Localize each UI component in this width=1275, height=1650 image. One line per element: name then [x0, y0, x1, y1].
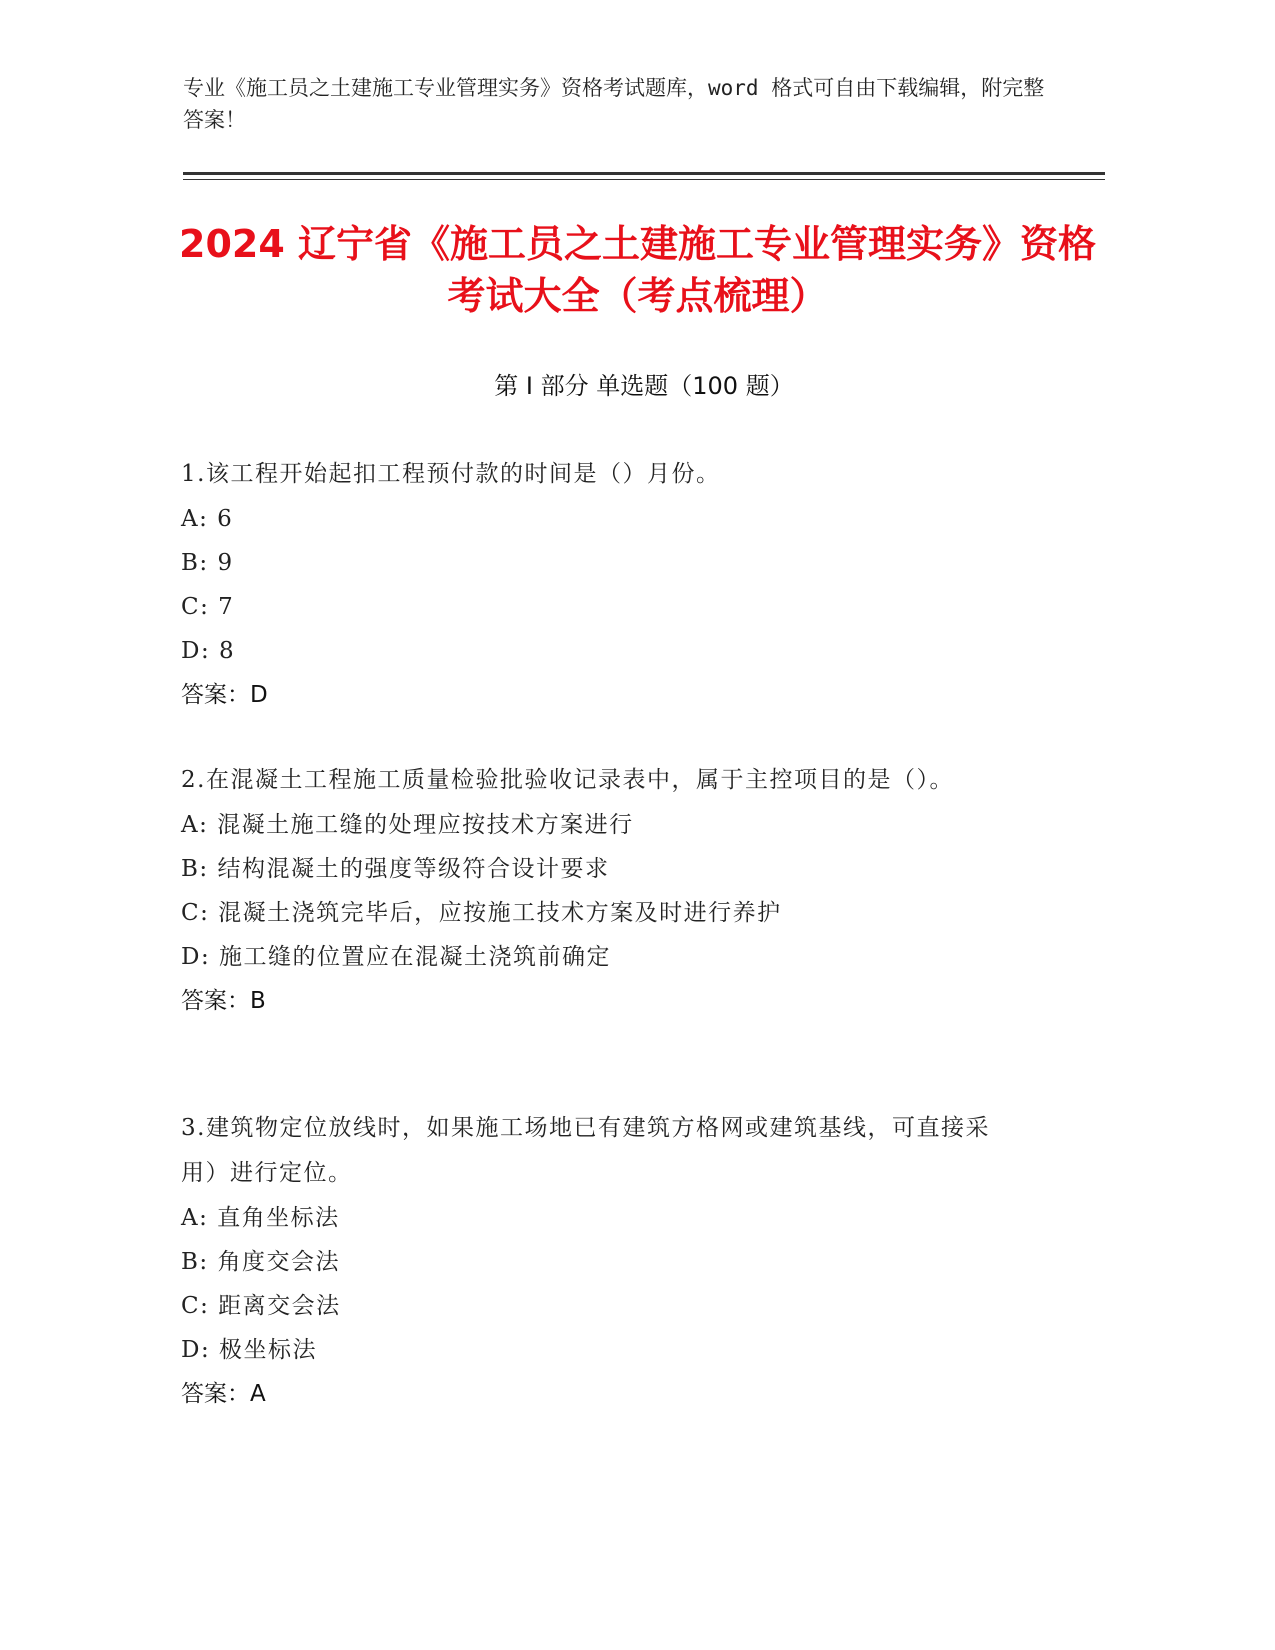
option-c: C: 混凝土浇筑完毕后，应按施工技术方案及时进行养护 [181, 900, 782, 926]
option-d: D: 8 [181, 638, 236, 664]
option-b: B: 结构混凝土的强度等级符合设计要求 [181, 856, 610, 882]
option-d: D: 极坐标法 [181, 1337, 318, 1363]
question-stem: 1.该工程开始起扣工程预付款的时间是（）月份。 [181, 461, 721, 487]
answer: 答案：B [181, 988, 266, 1014]
option-a: A: 6 [181, 506, 234, 532]
option-c: C: 7 [181, 594, 235, 620]
section-title: 第 I 部分 单选题（100 题） [494, 372, 794, 400]
header-note: 专业《施工员之土建施工专业管理实务》资格考试题库，word 格式可自由下载编辑，附完整答案！ [183, 76, 1045, 132]
option-b: B: 9 [181, 550, 234, 576]
question-stem: 2.在混凝土工程施工质量检验批验收记录表中，属于主控项目的是（）。 [181, 767, 954, 793]
question-1 [181, 452, 1021, 717]
option-b: B: 角度交会法 [181, 1249, 340, 1275]
option-c: C: 距离交会法 [181, 1293, 341, 1319]
header-divider-thick [183, 172, 1105, 175]
question-2 [181, 758, 1021, 1023]
answer: 答案：D [181, 682, 268, 708]
document-title: 2024 辽宁省《施工员之土建施工专业管理实务》资格考试大全（考点梳理） [179, 222, 1096, 318]
question-stem: 3.建筑物定位放线时，如果施工场地已有建筑方格网或建筑基线，可直接采用）进行定位。 [181, 1115, 990, 1186]
option-a: A: 直角坐标法 [181, 1205, 340, 1231]
header-divider-thin [183, 179, 1105, 180]
option-d: D: 施工缝的位置应在混凝土浇筑前确定 [181, 944, 612, 970]
answer: 答案：A [181, 1381, 266, 1407]
option-a: A: 混凝土施工缝的处理应按技术方案进行 [181, 812, 634, 838]
question-3 [181, 1106, 1021, 1416]
